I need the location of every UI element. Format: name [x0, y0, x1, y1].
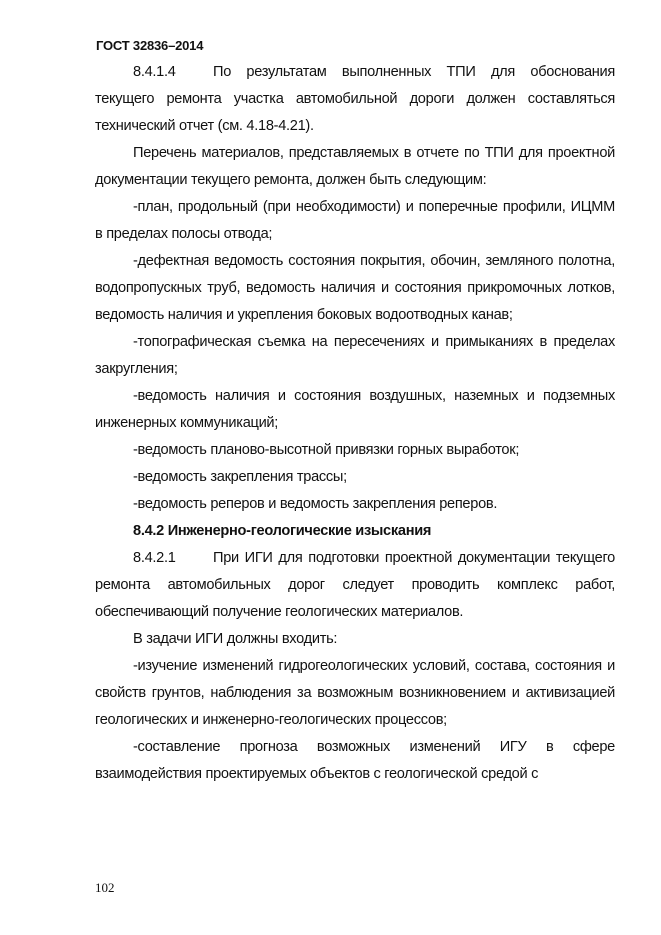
list-item: -составление прогноза возможных изменений ИГУ в сфере взаимодействия проектируемых объектов с геологической средой с	[95, 739, 615, 782]
paragraph: Перечень материалов, представляемых в отчете по ТПИ для проектной документации текущего ремонта, должен быть следующим:	[95, 145, 615, 188]
clause-8-4-2-1	[95, 545, 615, 626]
section-heading: 8.4.2 Инженерно-геологические изыскания	[133, 523, 432, 539]
clause-text: По результатам выполненных ТПИ для обоснования текущего ремонта участка автомобильной дороги должен составляться технический отчет (см. 4.18-4.21).	[95, 64, 615, 134]
list-item: -план, продольный (при необходимости) и поперечные профили, ИЦММ в пределах полосы отвода;	[95, 199, 615, 242]
clause-number: 8.4.1.4	[133, 64, 176, 80]
list-item: -ведомость планово-высотной привязки горных выработок;	[133, 442, 520, 458]
list-item: -ведомость реперов и ведомость закрепления реперов.	[133, 496, 498, 512]
clause-8-4-1-4	[95, 59, 615, 140]
list-item: -изучение изменений гидрогеологических условий, состава, состояния и свойств грунтов, наблюдения за возможным возникновением и активизацией геологических и инженерно-геологических процессов;	[95, 658, 615, 728]
document-code-header: ГОСТ 32836–2014	[96, 38, 204, 53]
page-number: 102	[95, 880, 115, 895]
list-item: -ведомость закрепления трассы;	[133, 469, 347, 485]
list-item: -ведомость наличия и состояния воздушных, наземных и подземных инженерных коммуникаций;	[95, 388, 615, 431]
paragraph: В задачи ИГИ должны входить:	[133, 631, 338, 647]
clause-number: 8.4.2.1	[133, 550, 176, 566]
clause-text: При ИГИ для подготовки проектной документации текущего ремонта автомобильных дорог следует проводить комплекс работ, обеспечивающий получение геологических материалов.	[95, 550, 615, 620]
list-item: -топографическая съемка на пересечениях и примыканиях в пределах закругления;	[95, 334, 615, 377]
document-body	[95, 59, 615, 788]
list-item: -дефектная ведомость состояния покрытия, обочин, земляного полотна, водопропускных труб, ведомость наличия и состояния прикромочных лотков, ведомость наличия и укрепления боковых водоотводных канав;	[95, 253, 615, 323]
